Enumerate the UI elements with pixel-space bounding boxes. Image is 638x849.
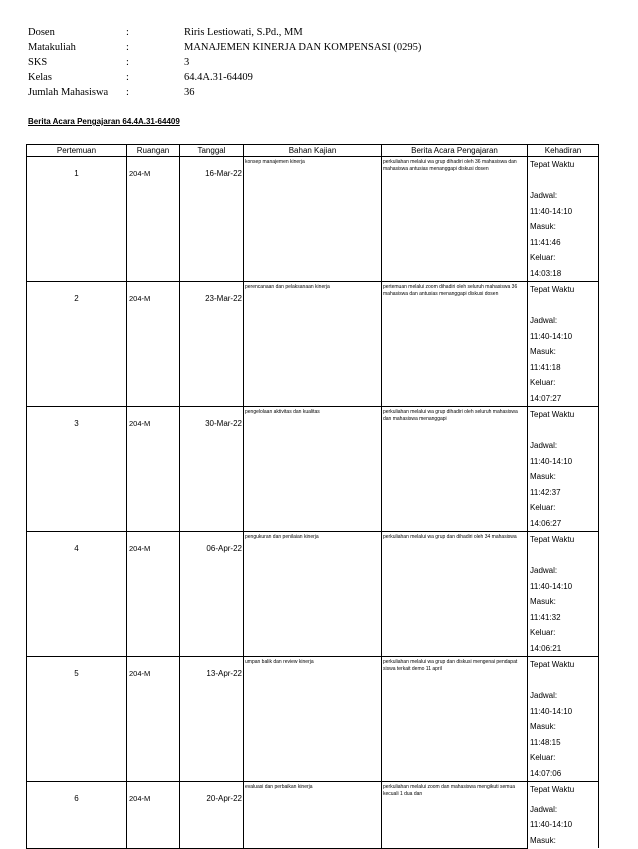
info-value: 3 <box>184 57 190 68</box>
table-header-row <box>27 145 599 157</box>
info-colon: : <box>126 42 129 53</box>
info-colon: : <box>126 57 129 68</box>
jadwal-label: Jadwal: <box>530 804 558 814</box>
cell-bahan-kajian: perencanaan dan pelaksanaan kinerja <box>244 282 382 407</box>
cell-kehadiran <box>528 282 599 407</box>
masuk-label: Masuk: <box>530 722 556 731</box>
cell-bahan-kajian: evaluasi dan perbaikan kinerja <box>244 782 382 849</box>
cell-tanggal: 06-Apr-22 <box>180 532 244 657</box>
cell-kehadiran <box>528 407 599 532</box>
status-text: Tepat Waktu <box>530 160 575 169</box>
masuk-value: 11:48:15 <box>530 737 561 747</box>
cell-ruangan: 204-M <box>127 282 180 407</box>
keluar-label: Keluar: <box>530 378 556 387</box>
cell-berita-acara: perkuliahan melalui wa grup dan dihadiri oleh 34 mahasiswa <box>382 532 528 657</box>
cell-tanggal: 30-Mar-22 <box>180 407 244 532</box>
masuk-label: Masuk: <box>530 597 556 606</box>
masuk-value: 11:42:37 <box>530 487 561 497</box>
info-value: 64.4A.31-64409 <box>184 72 253 83</box>
keluar-label: Keluar: <box>530 628 556 637</box>
masuk-label: Masuk: <box>530 472 556 481</box>
cell-berita-acara: perkuliahan melalui wa grup dan diskusi mengenai pendapat siswa terkait demo 11 april <box>382 657 528 782</box>
jadwal-label: Jadwal: <box>530 691 558 700</box>
cell-tanggal: 16-Mar-22 <box>180 157 244 282</box>
status-text: Tepat Waktu <box>530 535 575 544</box>
cell-ruangan: 204-M <box>127 657 180 782</box>
keluar-value: 14:07:06 <box>530 768 562 778</box>
cell-pertemuan: 1 <box>27 157 127 282</box>
status-text: Tepat Waktu <box>530 785 575 794</box>
keluar-label: Keluar: <box>530 253 556 262</box>
cell-pertemuan: 3 <box>27 407 127 532</box>
cell-pertemuan: 6 <box>27 782 127 849</box>
status-text: Tepat Waktu <box>530 285 575 294</box>
keluar-label: Keluar: <box>530 503 556 512</box>
cell-bahan-kajian: pengukuran dan penilaian kinerja <box>244 532 382 657</box>
table-row <box>27 782 599 849</box>
jadwal-value: 11:40-14:10 <box>530 820 573 829</box>
attendance-table <box>26 144 599 849</box>
jadwal-value: 11:40-14:10 <box>530 456 573 466</box>
jadwal-label: Jadwal: <box>530 566 558 575</box>
jadwal-label: Jadwal: <box>530 191 558 200</box>
table-row <box>27 657 599 782</box>
jadwal-value: 11:40-14:10 <box>530 706 573 716</box>
jadwal-label: Jadwal: <box>530 316 558 325</box>
cell-kehadiran <box>528 157 599 282</box>
cell-ruangan: 204-M <box>127 157 180 282</box>
header-ruangan: Ruangan <box>127 145 180 157</box>
cell-bahan-kajian: umpan balik dan review kinerja <box>244 657 382 782</box>
keluar-value: 14:03:18 <box>530 268 562 278</box>
status-text: Tepat Waktu <box>530 410 575 419</box>
masuk-label: Masuk: <box>530 347 556 356</box>
info-label: Jumlah Mahasiswa <box>28 87 109 98</box>
cell-pertemuan: 2 <box>27 282 127 407</box>
keluar-value: 14:06:27 <box>530 518 562 528</box>
section-heading: Berita Acara Pengajaran 64.4A.31-64409 <box>28 117 180 126</box>
masuk-label: Masuk: <box>530 222 556 231</box>
info-label: Kelas <box>28 72 52 83</box>
cell-tanggal: 13-Apr-22 <box>180 657 244 782</box>
cell-bahan-kajian: pengelolaan aktivitas dan kualitas <box>244 407 382 532</box>
cell-berita-acara: perkuliahan melalui wa grup dihadiri oleh 36 mahasiswa dan mahasiswa antusias menanggapi diskusi dosen <box>382 157 528 282</box>
masuk-value: 11:41:46 <box>530 237 561 247</box>
cell-tanggal: 23-Mar-22 <box>180 282 244 407</box>
info-value: MANAJEMEN KINERJA DAN KOMPENSASI (0295) <box>184 42 422 53</box>
cell-bahan-kajian: konsep manajemen kinerja <box>244 157 382 282</box>
info-value: 36 <box>184 87 195 98</box>
masuk-label: Masuk: <box>530 835 556 845</box>
info-colon: : <box>126 87 129 98</box>
table-row <box>27 157 599 282</box>
info-colon: : <box>126 72 129 83</box>
cell-pertemuan: 4 <box>27 532 127 657</box>
jadwal-label: Jadwal: <box>530 441 558 450</box>
cell-ruangan: 204-M <box>127 407 180 532</box>
cell-kehadiran <box>528 782 599 849</box>
status-text: Tepat Waktu <box>530 660 575 669</box>
info-value: Riris Lestiowati, S.Pd., MM <box>184 27 303 38</box>
table-row <box>27 532 599 657</box>
jadwal-value: 11:40-14:10 <box>530 206 573 216</box>
keluar-value: 14:07:27 <box>530 393 562 403</box>
cell-berita-acara: pertemuan melalui zoom dihadiri oleh seluruh mahasiswa 36 mahasiswa dan antusias menanggapi diskusi dosen <box>382 282 528 407</box>
cell-ruangan: 204-M <box>127 782 180 849</box>
cell-pertemuan: 5 <box>27 657 127 782</box>
keluar-value: 14:06:21 <box>530 643 562 653</box>
info-label: SKS <box>28 57 48 68</box>
header-tanggal: Tanggal <box>180 145 244 157</box>
cell-tanggal: 20-Apr-22 <box>180 782 244 849</box>
table-row <box>27 407 599 532</box>
cell-berita-acara: perkuliahan melalui zoom dan mahasiswa mengikuti semua kecuali 1 dua dan <box>382 782 528 849</box>
table-row <box>27 282 599 407</box>
info-label: Matakuliah <box>28 42 76 53</box>
cell-ruangan: 204-M <box>127 532 180 657</box>
header-kehadiran: Kehadiran <box>528 145 599 157</box>
header-bahan-kajian: Bahan Kajian <box>244 145 382 157</box>
keluar-label: Keluar: <box>530 753 556 762</box>
jadwal-value: 11:40-14:10 <box>530 331 573 341</box>
cell-kehadiran <box>528 532 599 657</box>
cell-berita-acara: perkuliahan melalui wa grup dihadiri oleh seluruh mahasiswa dan mahasiswa menanggapi <box>382 407 528 532</box>
header-berita-acara: Berita Acara Pengajaran <box>382 145 528 157</box>
masuk-value: 11:41:18 <box>530 362 561 372</box>
info-colon: : <box>126 27 129 38</box>
jadwal-value: 11:40-14:10 <box>530 581 573 591</box>
info-label: Dosen <box>28 27 55 38</box>
cell-kehadiran <box>528 657 599 782</box>
header-pertemuan: Pertemuan <box>27 145 127 157</box>
masuk-value: 11:41:32 <box>530 612 561 622</box>
